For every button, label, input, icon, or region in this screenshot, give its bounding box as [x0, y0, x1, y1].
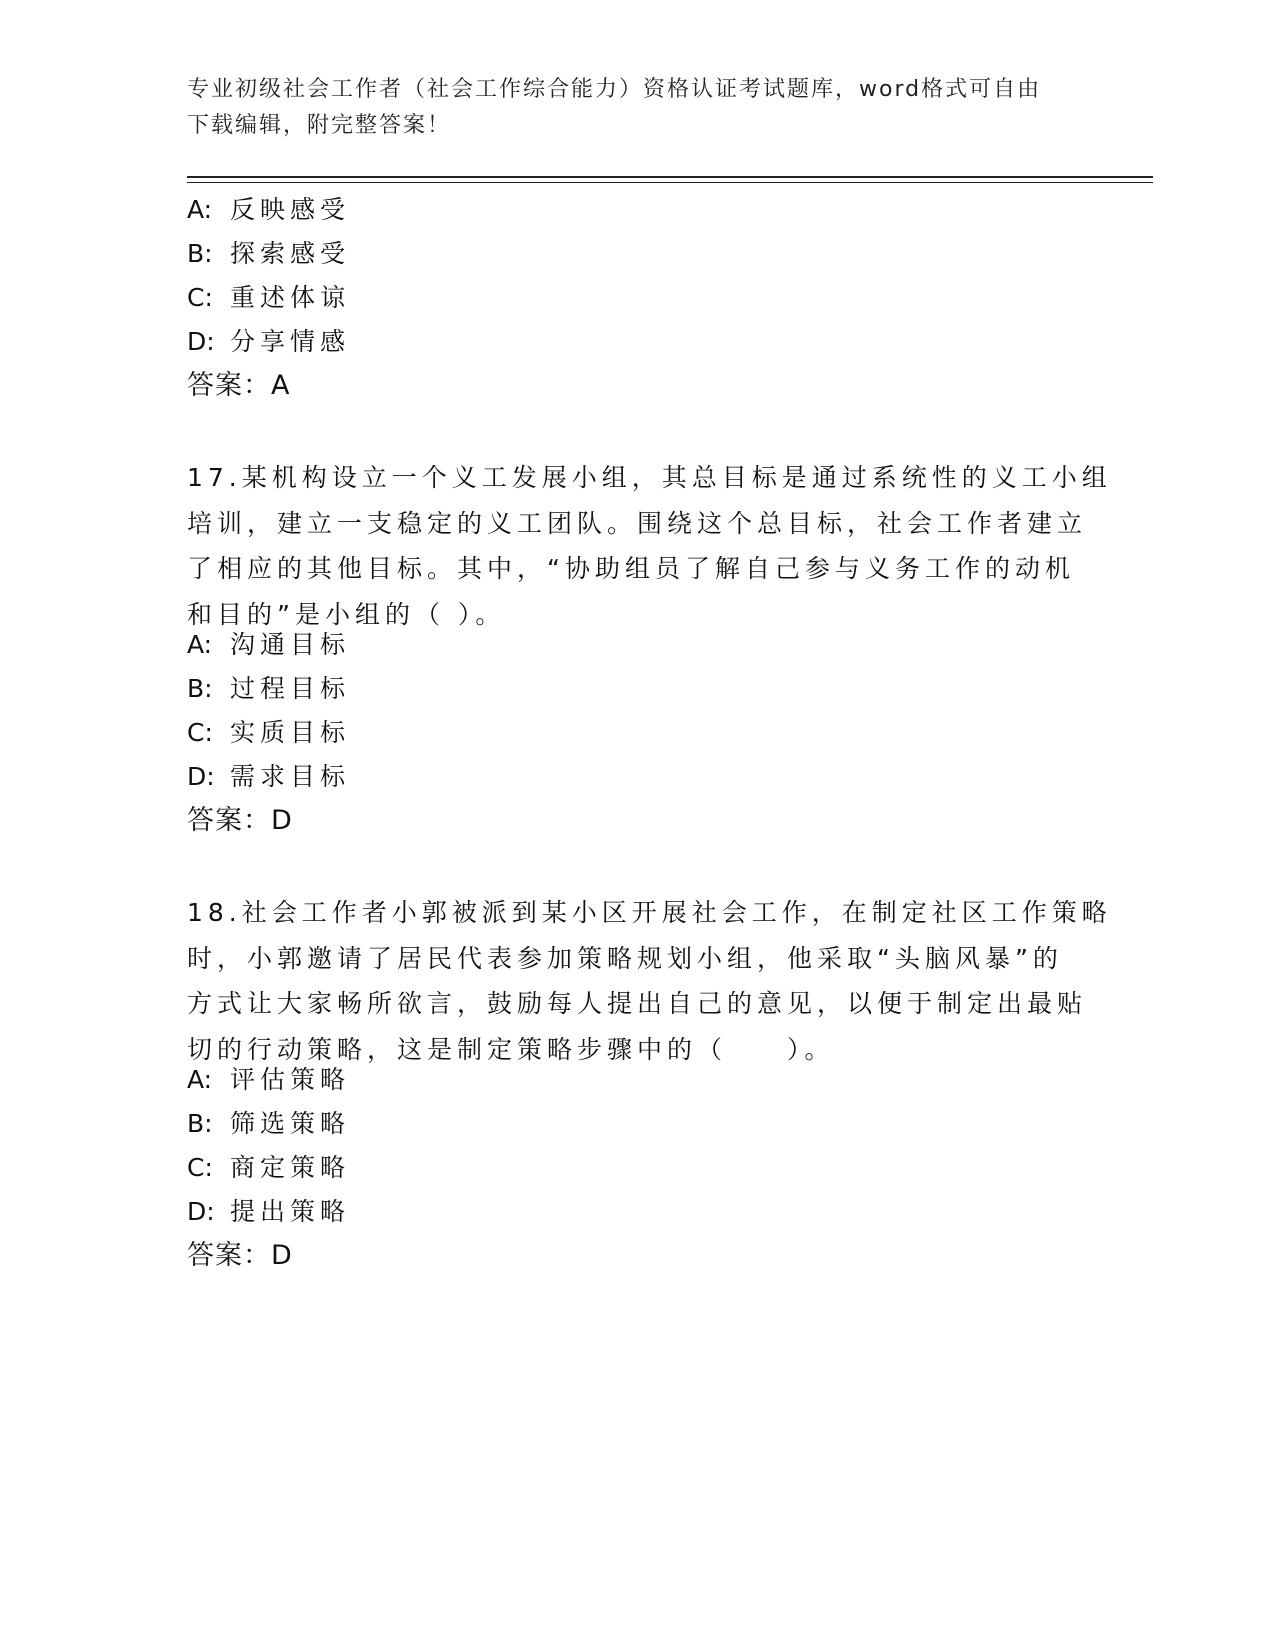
q16-option-c	[187, 281, 350, 315]
option-text: 分享情感	[230, 327, 351, 356]
option-text: 商定策略	[230, 1153, 351, 1182]
q18-option-b	[187, 1107, 350, 1141]
option-text: 沟通目标	[230, 630, 351, 659]
header-line-1: 专业初级社会工作者（社会工作综合能力）资格认证考试题库，word格式可自由	[187, 77, 1042, 102]
q18-stem-line: 方式让大家畅所欲言，鼓励每人提出自己的意见，以便于制定出最贴	[187, 989, 1088, 1018]
header-rule-thick	[187, 176, 1153, 178]
option-label: C:	[187, 1153, 213, 1182]
option-label: D:	[187, 1197, 215, 1226]
q18-stem-line: 切的行动策略，这是制定策略步骤中的（ ）。	[187, 1034, 835, 1064]
option-label: C:	[187, 718, 213, 747]
option-text: 提出策略	[230, 1197, 351, 1226]
q18-option-a	[187, 1063, 350, 1097]
q18-option-c	[187, 1151, 350, 1185]
q16-option-a	[187, 193, 350, 227]
page-header	[187, 72, 1067, 144]
q18-option-d	[187, 1195, 350, 1229]
header-rule-thin	[187, 182, 1153, 183]
option-label: A:	[187, 1065, 213, 1094]
option-text: 重述体谅	[230, 283, 351, 312]
q17-stem-line: 17.某机构设立一个义工发展小组，其总目标是通过系统性的义工小组	[187, 463, 1112, 492]
header-line-2: 下载编辑，附完整答案！	[187, 113, 452, 138]
option-label: B:	[187, 1109, 213, 1138]
q17-stem	[187, 455, 1112, 637]
q16-option-d	[187, 325, 350, 359]
option-label: A:	[187, 630, 213, 659]
option-text: 探索感受	[230, 239, 351, 268]
q17-stem-line: 和目的”是小组的（ ）。	[187, 599, 506, 629]
option-label: B:	[187, 239, 213, 268]
q17-stem-line: 了相应的其他目标。其中，“协助组员了解自己参与义务工作的动机	[187, 554, 1075, 583]
q18-stem	[187, 890, 1112, 1072]
q17-option-a	[187, 628, 350, 662]
option-text: 过程目标	[230, 674, 351, 703]
q18-stem-line: 18.社会工作者小郭被派到某小区开展社会工作，在制定社区工作策略	[187, 898, 1112, 927]
option-text: 反映感受	[230, 195, 351, 224]
q17-answer: 答案：D	[187, 805, 293, 836]
q17-stem-line: 培训，建立一支稳定的义工团队。围绕这个总目标，社会工作者建立	[187, 508, 1088, 538]
option-label: C:	[187, 283, 213, 312]
option-label: D:	[187, 762, 215, 791]
option-text: 筛选策略	[230, 1109, 351, 1138]
q17-option-d	[187, 760, 350, 794]
q17-option-c	[187, 716, 350, 750]
option-text: 需求目标	[230, 762, 351, 791]
q18-stem-line: 时，小郭邀请了居民代表参加策略规划小组，他采取“头脑风暴”的	[187, 943, 1063, 973]
q17-option-b	[187, 672, 350, 706]
option-label: B:	[187, 674, 213, 703]
option-text: 实质目标	[230, 718, 351, 747]
option-label: D:	[187, 327, 215, 356]
q18-answer: 答案：D	[187, 1240, 293, 1271]
q16-answer: 答案：A	[187, 370, 291, 401]
q16-option-b	[187, 237, 350, 271]
option-label: A:	[187, 195, 213, 224]
option-text: 评估策略	[230, 1065, 351, 1094]
